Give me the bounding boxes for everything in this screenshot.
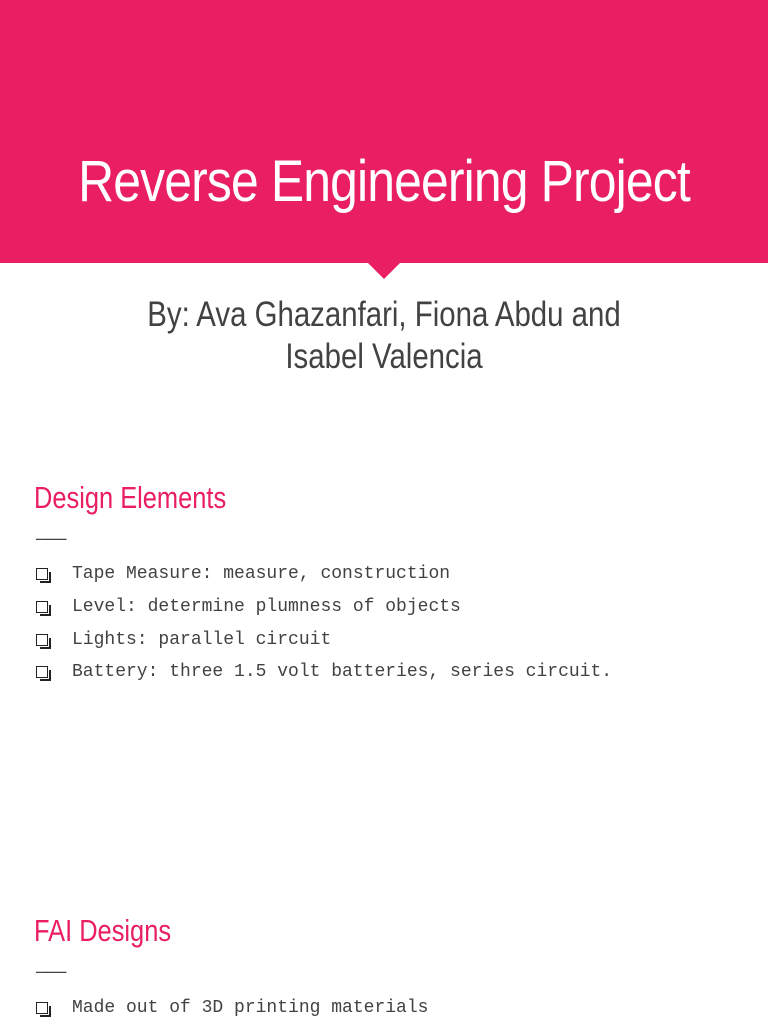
- list-item: [34, 992, 428, 1024]
- fai-designs-list: [34, 992, 428, 1024]
- checkbox-icon: [36, 634, 48, 646]
- list-item-text: Battery: three 1.5 volt batteries, series circuit.: [72, 662, 613, 683]
- design-elements-heading: Design Elements: [34, 480, 227, 515]
- list-item-text: Lights: parallel circuit: [72, 629, 332, 650]
- checkbox-icon: [36, 568, 48, 580]
- checkbox-icon: [36, 1002, 48, 1014]
- list-item: [34, 591, 612, 624]
- checkbox-icon: [36, 666, 48, 678]
- list-item-text: Level: determine plumness of objects: [72, 597, 461, 618]
- design-elements-list: [34, 558, 612, 689]
- list-item-text: Made out of 3D printing materials: [72, 998, 429, 1019]
- design-elements-divider: ———: [36, 530, 66, 550]
- fai-designs-heading: FAI Designs: [34, 913, 172, 948]
- fai-designs-divider: ———: [36, 963, 66, 983]
- checkbox-icon: [36, 601, 48, 613]
- list-item-text: Tape Measure: measure, construction: [72, 564, 451, 585]
- list-item: [34, 656, 612, 689]
- list-item: [34, 623, 612, 656]
- title-banner: [0, 0, 768, 263]
- banner-notch: [368, 263, 400, 279]
- list-item: [34, 558, 612, 591]
- authors-subtitle: By: Ava Ghazanfari, Fiona Abdu and Isabel Valencia: [147, 295, 621, 376]
- page-title: Reverse Engineering Project: [78, 149, 690, 214]
